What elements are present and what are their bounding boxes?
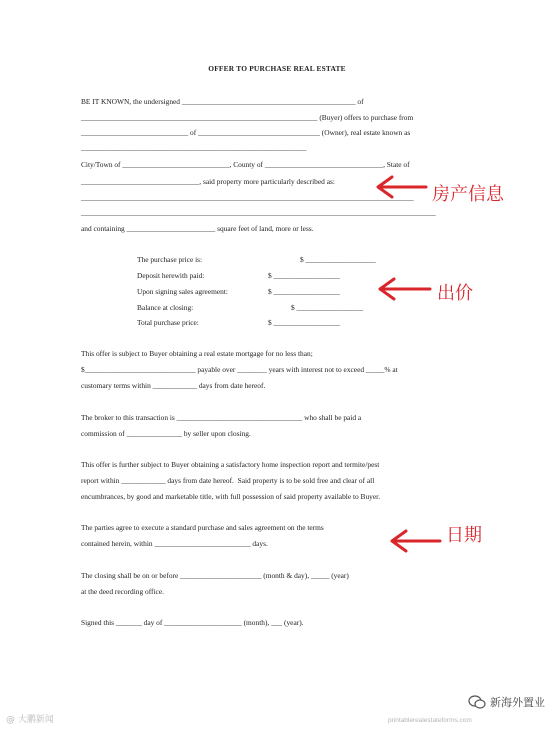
text-line: The closing shall be on or before ______________________ (month & day), _____ (year) bbox=[81, 571, 349, 580]
wechat-icon bbox=[468, 695, 486, 709]
watermark-left: @️ 大鹏新闻 bbox=[6, 715, 54, 725]
price-label: The purchase price is: bbox=[137, 255, 203, 264]
text-line: contained herein, within __________________________ days. bbox=[81, 539, 268, 548]
text-line: City/Town of _____________________________, County of ________________________________, State of bbox=[81, 160, 410, 169]
watermark-url: printablerealestateforms.com bbox=[388, 717, 472, 724]
document-title: OFFER TO PURCHASE REAL ESTATE bbox=[208, 64, 346, 73]
annotation-property-info: 房产信息 bbox=[432, 184, 504, 205]
text-line: This offer is further subject to Buyer obtaining a satisfactory home inspection report and termite/pest bbox=[81, 460, 380, 469]
text-line: and containing ________________________ square feet of land, more or less. bbox=[81, 224, 314, 233]
text-line: encumbrances, by good and marketable title, with full possession of said property available to Buyer. bbox=[81, 492, 381, 501]
arrow-left-icon bbox=[370, 170, 430, 204]
price-label: Deposit herewith paid: bbox=[137, 271, 205, 280]
text-line: The parties agree to execute a standard purchase and sales agreement on the terms bbox=[81, 523, 324, 532]
text-line: BE IT KNOWN, the undersigned _______________________________________________ of bbox=[81, 97, 364, 106]
text-line: _____________________________________________________________ bbox=[81, 143, 307, 152]
text-line: ________________________________, said property more particularly described as: bbox=[81, 177, 335, 186]
price-value: $ __________________ bbox=[268, 318, 341, 327]
price-value: $ ___________________ bbox=[300, 255, 376, 264]
text-line: Signed this _______ day of _____________________ (month), ___ (year). bbox=[81, 618, 304, 627]
watermark-brand bbox=[468, 694, 545, 710]
text-line: report within ____________ days from date hereof. Said property is to be sold free and clear of all bbox=[81, 476, 375, 485]
text-line: _____________________________ of _________________________________ (Owner), real estate known as bbox=[81, 128, 411, 137]
text-line: The broker to this transaction is __________________________________ who shall be paid a bbox=[81, 413, 362, 422]
price-value: $ __________________ bbox=[268, 287, 341, 296]
annotation-offer-price: 出价 bbox=[437, 283, 473, 304]
text-line: This offer is subject to Buyer obtaining a real estate mortgage for no less than; bbox=[81, 349, 313, 358]
arrow-left-icon bbox=[384, 524, 444, 558]
text-line: $______________________________ payable over ________ years with interest not to exceed _____% at bbox=[81, 365, 398, 374]
price-value: $ __________________ bbox=[291, 303, 364, 312]
text-line: __________________________________________________________________________________________ bbox=[81, 193, 414, 202]
text-line: customary terms within ____________ days from date hereof. bbox=[81, 381, 266, 390]
text-line: ________________________________________________________________ (Buyer) offers to purchase from bbox=[81, 113, 414, 122]
annotation-date: 日期 bbox=[446, 525, 482, 546]
watermark-brand-text: 新海外置业 bbox=[490, 696, 545, 709]
price-label: Balance at closing: bbox=[137, 303, 194, 312]
price-label: Upon signing sales agreement: bbox=[137, 287, 228, 296]
price-label: Total purchase price: bbox=[137, 318, 199, 327]
text-line: commission of _______________ by seller upon closing. bbox=[81, 429, 251, 438]
price-value: $ __________________ bbox=[268, 271, 341, 280]
text-line: at the deed recording office. bbox=[81, 587, 164, 596]
arrow-left-icon bbox=[372, 272, 434, 306]
text-line: ________________________________________________________________________________________________ bbox=[81, 208, 436, 217]
